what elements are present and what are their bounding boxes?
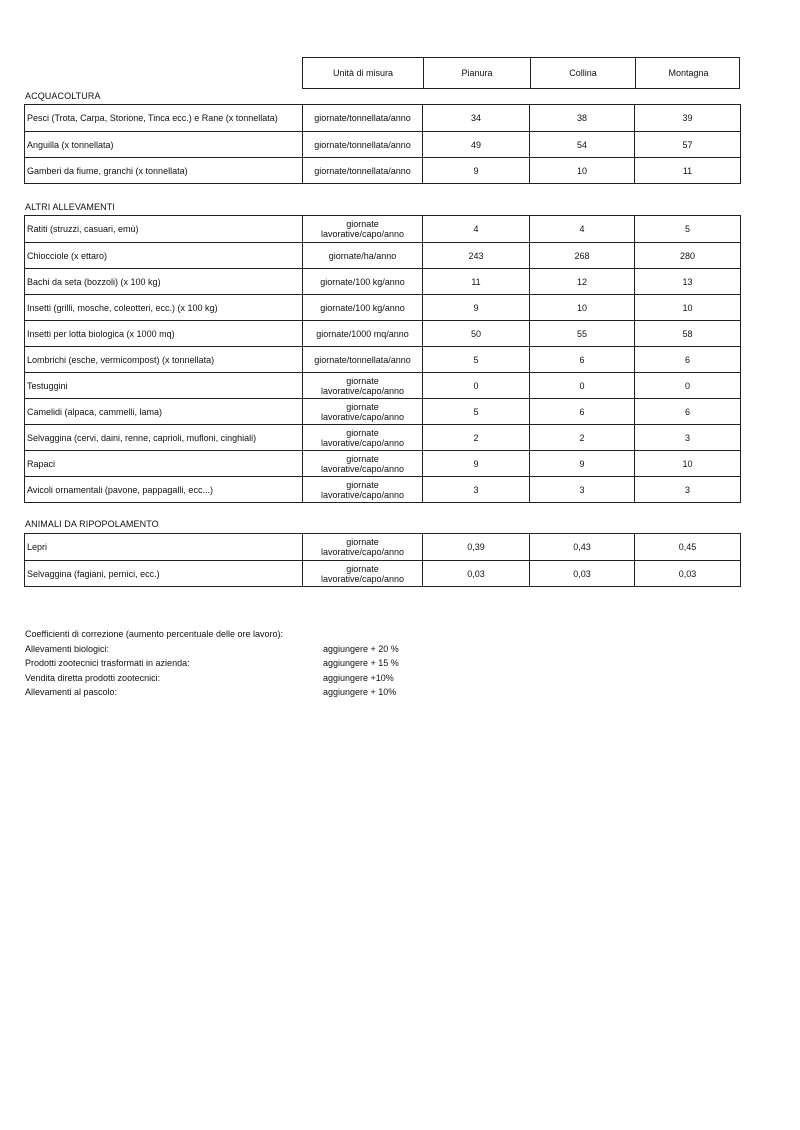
note-item xyxy=(25,658,445,673)
section-title-altri-allevamenti: ALTRI ALLEVAMENTI xyxy=(25,202,115,212)
row-collina: 4 xyxy=(529,216,634,242)
row-label: Gamberi da fiume, granchi (x tonnellata) xyxy=(27,165,188,176)
note-item xyxy=(25,673,445,688)
row-label: Bachi da seta (bozzoli) (x 100 kg) xyxy=(27,276,161,287)
row-unit: giornate/tonnellata/anno xyxy=(302,347,422,372)
row-montagna: 6 xyxy=(634,347,740,372)
row-pianura: 0,03 xyxy=(422,561,529,586)
table-row xyxy=(25,450,740,476)
row-pianura: 9 xyxy=(422,295,529,320)
row-pianura: 4 xyxy=(422,216,529,242)
row-unit: giornate/tonnellata/anno xyxy=(302,158,422,183)
row-label: Rapaci xyxy=(27,458,56,469)
row-label: Avicoli ornamentali (pavone, pappagalli, ecc...) xyxy=(27,484,213,495)
row-unit: giornate/1000 mq/anno xyxy=(302,321,422,346)
row-label: Insetti per lotta biologica (x 1000 mq) xyxy=(27,328,175,339)
header-unit: Unità di misura xyxy=(332,68,394,78)
header-montagna: Montagna xyxy=(635,58,741,88)
row-unit: giornate/100 kg/anno xyxy=(302,269,422,294)
table-row xyxy=(25,320,740,346)
row-unit: giornate/100 kg/anno xyxy=(302,295,422,320)
row-collina: 10 xyxy=(529,295,634,320)
table-row xyxy=(25,476,740,502)
row-unit: giornate lavorative/capo/anno xyxy=(302,399,422,424)
row-unit: giornate lavorative/capo/anno xyxy=(302,216,422,242)
row-label: Selvaggina (cervi, daini, renne, caprioli, mufloni, cinghiali) xyxy=(27,432,257,443)
row-unit: giornate/tonnellata/anno xyxy=(302,132,422,157)
row-label: Chiocciole (x ettaro) xyxy=(27,250,108,261)
header-pianura: Pianura xyxy=(423,58,530,88)
row-pianura: 34 xyxy=(422,105,529,131)
table-row xyxy=(25,268,740,294)
row-montagna: 0 xyxy=(634,373,740,398)
table-row xyxy=(25,242,740,268)
row-collina: 268 xyxy=(529,243,634,268)
row-montagna: 280 xyxy=(634,243,740,268)
note-value: aggiungere + 20 % xyxy=(323,643,399,654)
row-montagna: 10 xyxy=(634,295,740,320)
table-row xyxy=(25,346,740,372)
row-unit: giornate lavorative/capo/anno xyxy=(302,373,422,398)
section-title-ripopolamento: ANIMALI DA RIPOPOLAMENTO xyxy=(25,519,159,529)
note-label: Allevamenti al pascolo: xyxy=(25,687,118,697)
row-montagna: 57 xyxy=(634,132,740,157)
table-altri-allevamenti xyxy=(24,215,741,503)
row-montagna: 6 xyxy=(634,399,740,424)
row-montagna: 0,03 xyxy=(634,561,740,586)
table-ripopolamento xyxy=(24,533,741,587)
note-value: aggiungere +10% xyxy=(323,672,394,683)
row-montagna: 39 xyxy=(634,105,740,131)
section-title-acquacoltura: ACQUACOLTURA xyxy=(25,91,101,101)
notes-title: Coefficienti di correzione (aumento percentuale delle ore lavoro): xyxy=(25,629,283,639)
row-pianura: 5 xyxy=(422,347,529,372)
row-pianura: 9 xyxy=(422,451,529,476)
row-unit: giornate lavorative/capo/anno xyxy=(302,477,422,502)
row-collina: 38 xyxy=(529,105,634,131)
row-montagna: 13 xyxy=(634,269,740,294)
row-collina: 0,03 xyxy=(529,561,634,586)
row-unit: giornate lavorative/capo/anno xyxy=(302,561,422,586)
table-row xyxy=(25,105,740,131)
row-unit: giornate lavorative/capo/anno xyxy=(302,534,422,560)
note-label: Vendita diretta prodotti zootecnici: xyxy=(25,672,161,683)
table-row xyxy=(25,216,740,242)
row-pianura: 49 xyxy=(422,132,529,157)
header-collina: Collina xyxy=(530,58,635,88)
table-row xyxy=(25,560,740,586)
row-pianura: 9 xyxy=(422,158,529,183)
row-collina: 6 xyxy=(529,347,634,372)
table-acquacoltura xyxy=(24,104,741,184)
row-montagna: 3 xyxy=(634,425,740,450)
row-collina: 10 xyxy=(529,158,634,183)
row-pianura: 50 xyxy=(422,321,529,346)
row-label: Insetti (grilli, mosche, coleotteri, ecc.) (x 100 kg) xyxy=(27,302,218,313)
row-label: Lombrichi (esche, vermicompost) (x tonnellata) xyxy=(27,354,215,365)
note-label: Prodotti zootecnici trasformati in azienda: xyxy=(25,658,190,668)
table-row xyxy=(25,131,740,157)
note-value: aggiungere + 15 % xyxy=(323,658,399,668)
correction-coefficients xyxy=(25,629,445,702)
row-pianura: 0,39 xyxy=(422,534,529,560)
row-montagna: 10 xyxy=(634,451,740,476)
note-item xyxy=(25,687,445,702)
row-pianura: 0 xyxy=(422,373,529,398)
row-montagna: 3 xyxy=(634,477,740,502)
row-pianura: 11 xyxy=(422,269,529,294)
row-unit: giornate/tonnellata/anno xyxy=(302,105,422,131)
row-montagna: 5 xyxy=(634,216,740,242)
row-pianura: 2 xyxy=(422,425,529,450)
row-collina: 54 xyxy=(529,132,634,157)
table-row xyxy=(25,157,740,183)
row-collina: 3 xyxy=(529,477,634,502)
row-pianura: 5 xyxy=(422,399,529,424)
notes-title-line xyxy=(25,629,445,644)
row-collina: 6 xyxy=(529,399,634,424)
note-label: Allevamenti biologici: xyxy=(25,643,110,654)
row-label: Ratiti (struzzi, casuari, emù) xyxy=(27,224,139,234)
row-unit: giornate lavorative/capo/anno xyxy=(302,451,422,476)
row-unit: giornate lavorative/capo/anno xyxy=(302,425,422,450)
row-pianura: 3 xyxy=(422,477,529,502)
table-row xyxy=(25,294,740,320)
row-label: Camelidi (alpaca, cammelli, lama) xyxy=(27,406,163,417)
row-collina: 2 xyxy=(529,425,634,450)
row-pianura: 243 xyxy=(422,243,529,268)
row-label: Lepri xyxy=(27,542,48,552)
row-unit: giornate/ha/anno xyxy=(302,243,422,268)
row-label: Anguilla (x tonnellata) xyxy=(27,139,114,150)
table-row xyxy=(25,424,740,450)
row-label: Pesci (Trota, Carpa, Storione, Tinca ecc.) e Rane (x tonnellata) xyxy=(27,113,278,123)
row-collina: 9 xyxy=(529,451,634,476)
table-row xyxy=(25,372,740,398)
table-row xyxy=(25,534,740,560)
table-row xyxy=(25,398,740,424)
row-collina: 0 xyxy=(529,373,634,398)
row-label: Testuggini xyxy=(27,380,68,391)
note-value: aggiungere + 10% xyxy=(323,687,397,697)
row-montagna: 58 xyxy=(634,321,740,346)
note-item xyxy=(25,644,445,659)
row-montagna: 0,45 xyxy=(634,534,740,560)
row-collina: 55 xyxy=(529,321,634,346)
row-collina: 12 xyxy=(529,269,634,294)
row-collina: 0,43 xyxy=(529,534,634,560)
column-header xyxy=(302,57,740,89)
row-montagna: 11 xyxy=(634,158,740,183)
row-label: Selvaggina (fagiani, pernici, ecc.) xyxy=(27,568,160,579)
